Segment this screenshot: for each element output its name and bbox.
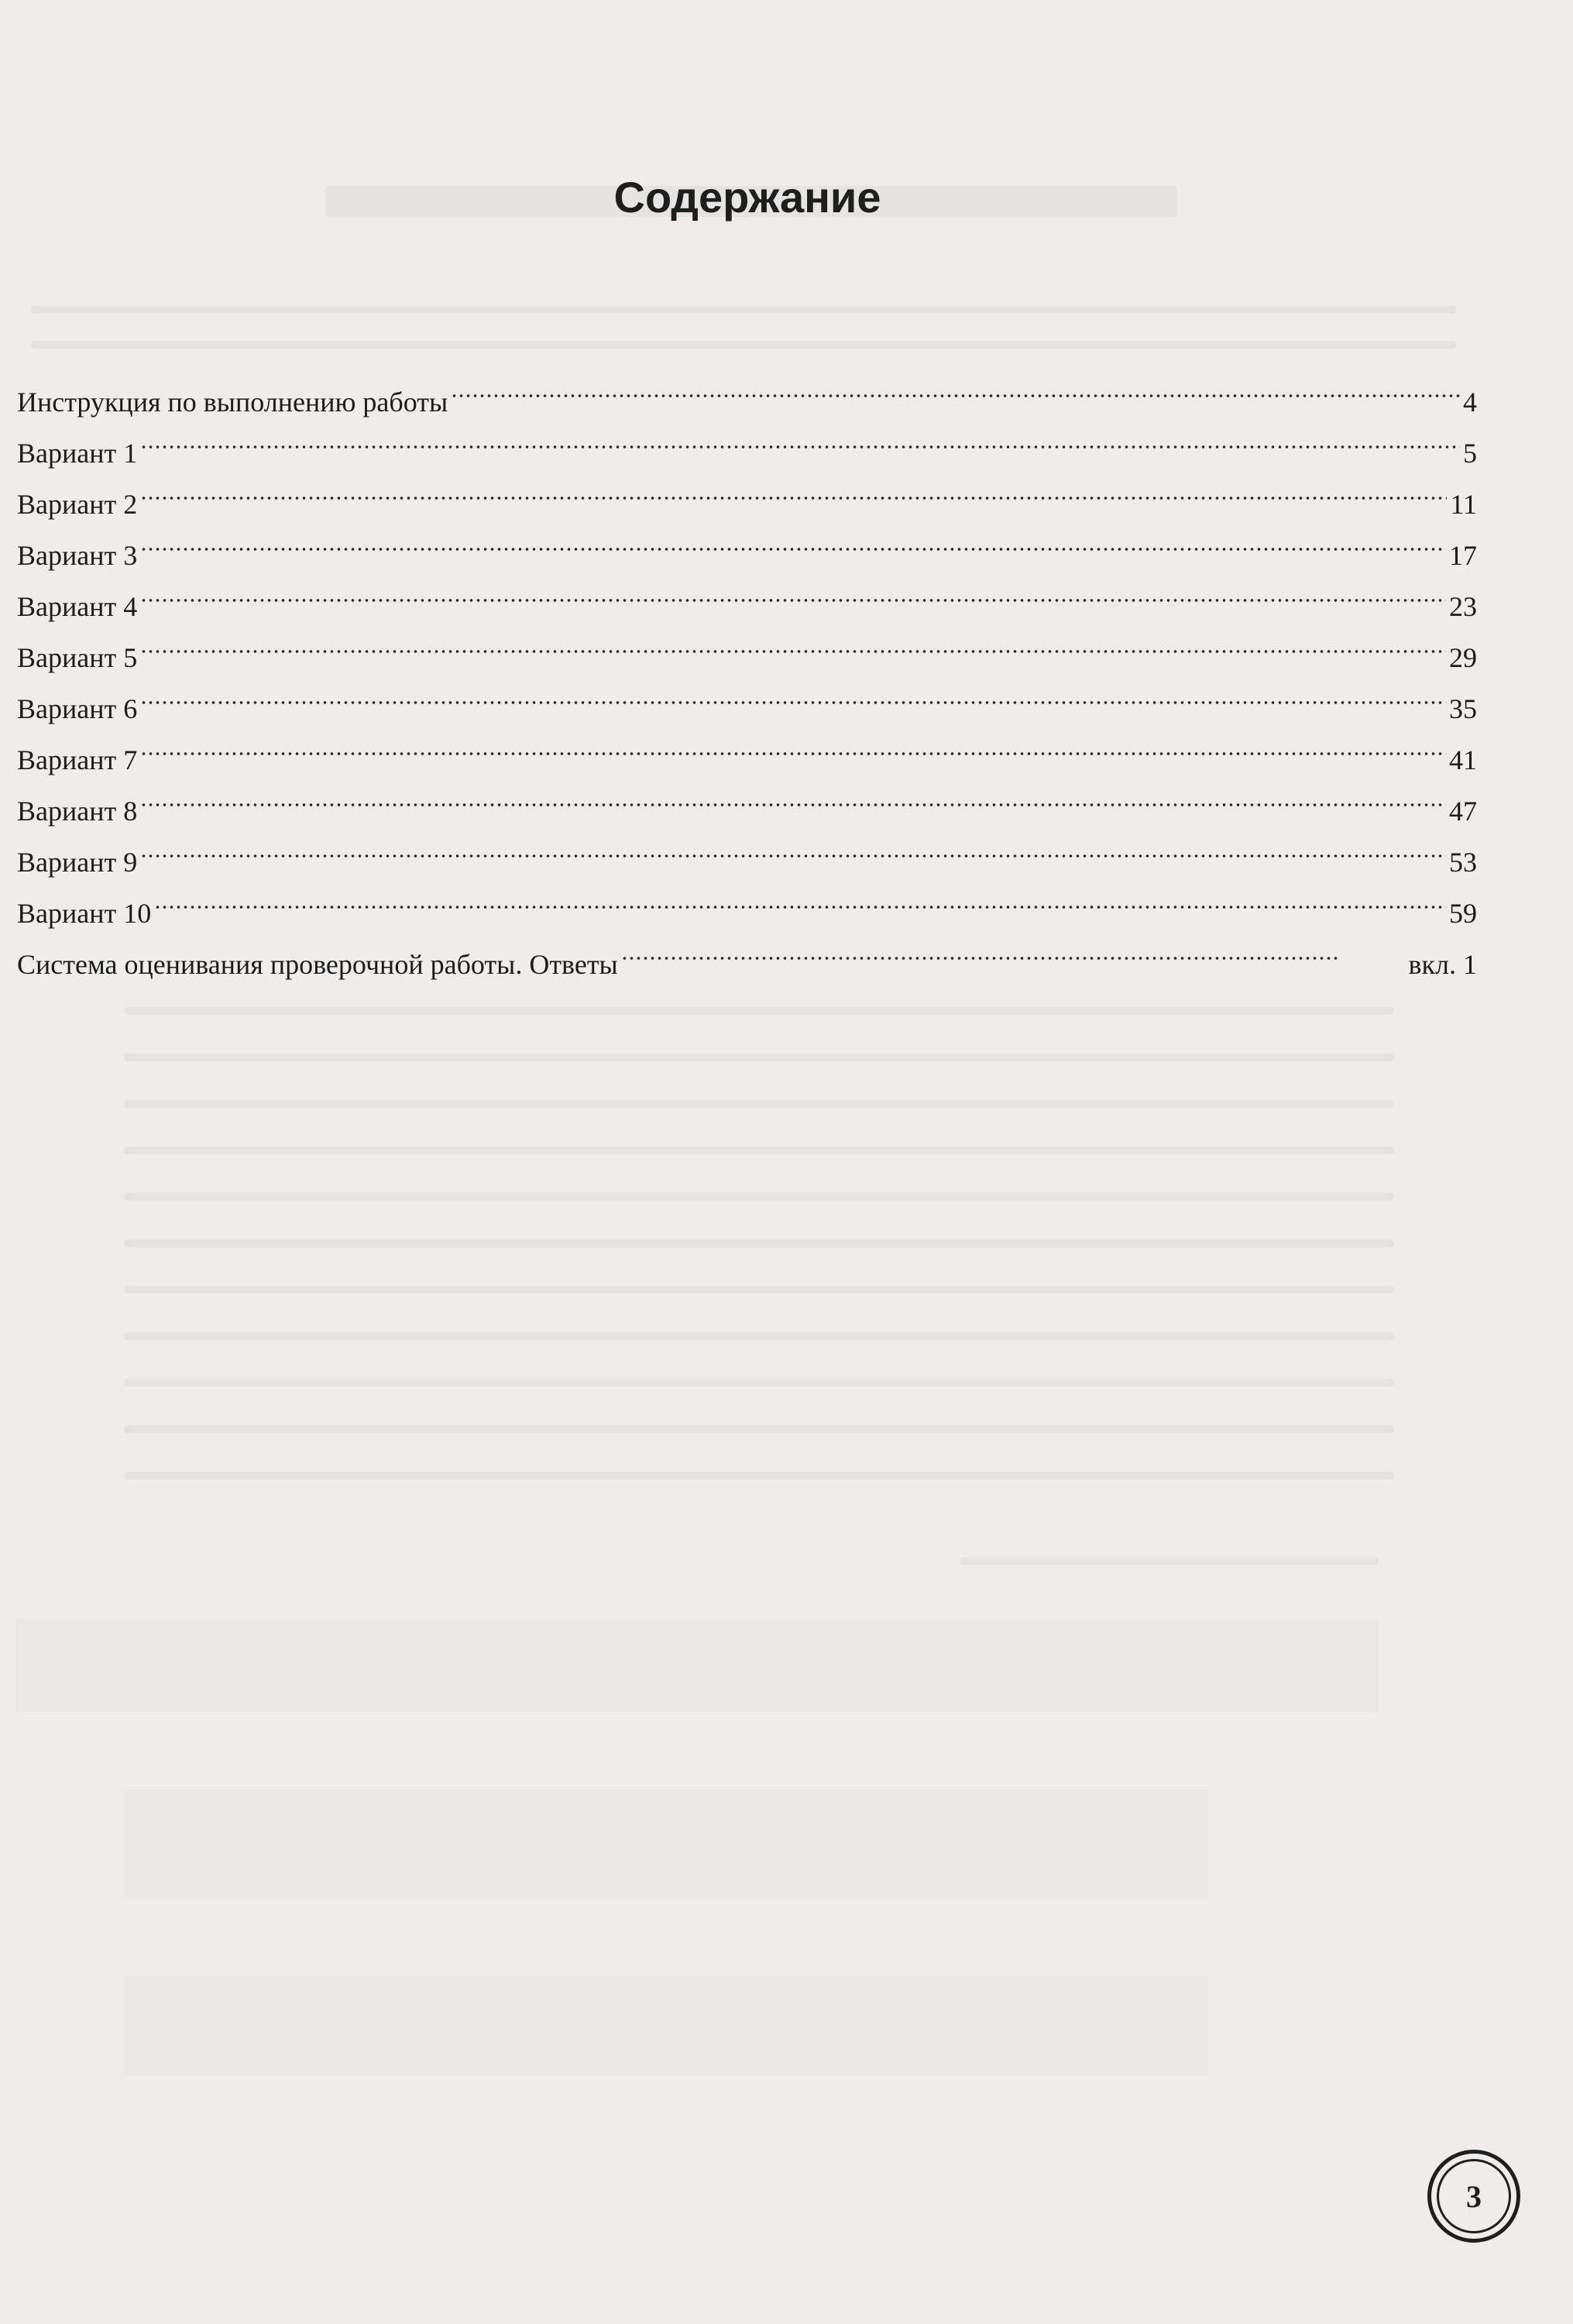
toc-entry-page: 4 — [1463, 387, 1477, 418]
toc-entry — [17, 667, 1477, 724]
toc-entry-page: 35 — [1449, 693, 1477, 724]
toc-entry-page: 41 — [1449, 744, 1477, 775]
toc-entry-label: Вариант 7 — [17, 744, 138, 775]
toc-entry-page: 47 — [1449, 796, 1477, 827]
page-title: Содержание — [613, 173, 881, 222]
toc-entry-page: 23 — [1449, 591, 1477, 622]
toc-entry — [17, 923, 1477, 980]
toc-entry-page: 11 — [1450, 489, 1477, 520]
toc-leader-dots — [140, 820, 1446, 871]
toc-entry-label: Вариант 5 — [17, 642, 138, 673]
toc-leader-dots — [140, 667, 1446, 718]
toc-leader-dots — [140, 514, 1446, 565]
toc-entry — [17, 462, 1477, 520]
page-number: 3 — [1437, 2159, 1511, 2233]
toc-entry-page: 29 — [1449, 642, 1477, 673]
toc-entry — [17, 360, 1477, 418]
toc-leader-dots — [621, 923, 1339, 974]
toc-entry-label: Вариант 1 — [17, 438, 138, 469]
toc-entry-label: Инструкция по выполнению работы — [17, 387, 448, 418]
toc-entry — [17, 820, 1477, 878]
toc-entry — [17, 616, 1477, 673]
toc-entry-label: Вариант 3 — [17, 540, 138, 571]
toc-entry-label: Вариант 10 — [17, 898, 152, 929]
toc-entry-label: Вариант 2 — [17, 489, 138, 520]
toc-leader-dots — [451, 360, 1460, 411]
toc-entry-label: Система оценивания проверочной работы. Ответы — [17, 949, 618, 980]
toc-leader-dots — [140, 411, 1460, 462]
toc-entry — [17, 565, 1477, 622]
toc-entry-label: Вариант 9 — [17, 847, 138, 878]
toc-entry-page: 5 — [1463, 438, 1477, 469]
page-number-badge — [1427, 2150, 1520, 2243]
toc-entry-page: вкл. 1 — [1408, 949, 1477, 980]
toc-leader-dots — [140, 462, 1447, 514]
toc-leader-dots — [140, 616, 1446, 667]
toc-leader-dots — [154, 871, 1446, 923]
toc-leader-dots — [140, 718, 1446, 769]
toc-leader-dots — [140, 565, 1446, 616]
toc-entry — [17, 871, 1477, 929]
toc-entry-page: 53 — [1449, 847, 1477, 878]
toc-entry — [17, 769, 1477, 827]
toc-entry-label: Вариант 6 — [17, 693, 138, 724]
table-of-contents — [17, 360, 1477, 980]
toc-entry-label: Вариант 8 — [17, 796, 138, 827]
toc-entry — [17, 514, 1477, 571]
toc-entry-label: Вариант 4 — [17, 591, 138, 622]
toc-entry-page: 59 — [1449, 898, 1477, 929]
toc-entry-page: 17 — [1449, 540, 1477, 571]
toc-entry — [17, 411, 1477, 469]
toc-leader-dots — [140, 769, 1446, 820]
toc-entry — [17, 718, 1477, 775]
